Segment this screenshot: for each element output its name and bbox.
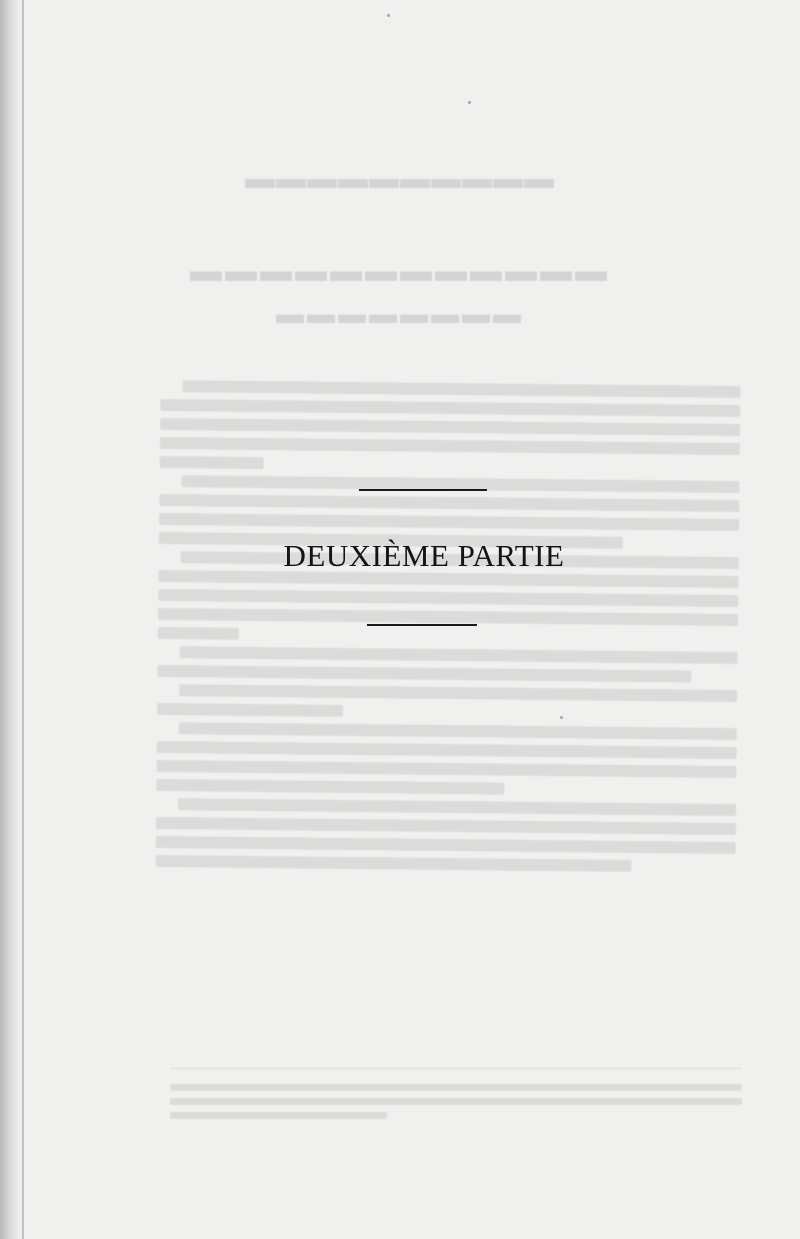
part-title: DEUXIÈME PARTIE [283,538,565,573]
paper-speck [560,716,563,719]
bleed-heading-1: ▬▬▬▬▬▬▬▬▬▬ [245,162,555,195]
bleed-footnote [170,1068,742,1126]
page-spine-edge [22,0,24,1239]
bleed-paragraphs [155,373,740,880]
paper-speck [468,101,471,104]
title-rule-bottom [367,624,477,626]
paper-speck [387,14,390,17]
title-rule-top [359,489,487,491]
bleed-heading-2: ▬▬▬▬▬▬▬▬▬▬▬▬ [190,252,610,288]
bleed-heading-3: ▬▬▬▬▬▬▬▬ [276,298,524,329]
